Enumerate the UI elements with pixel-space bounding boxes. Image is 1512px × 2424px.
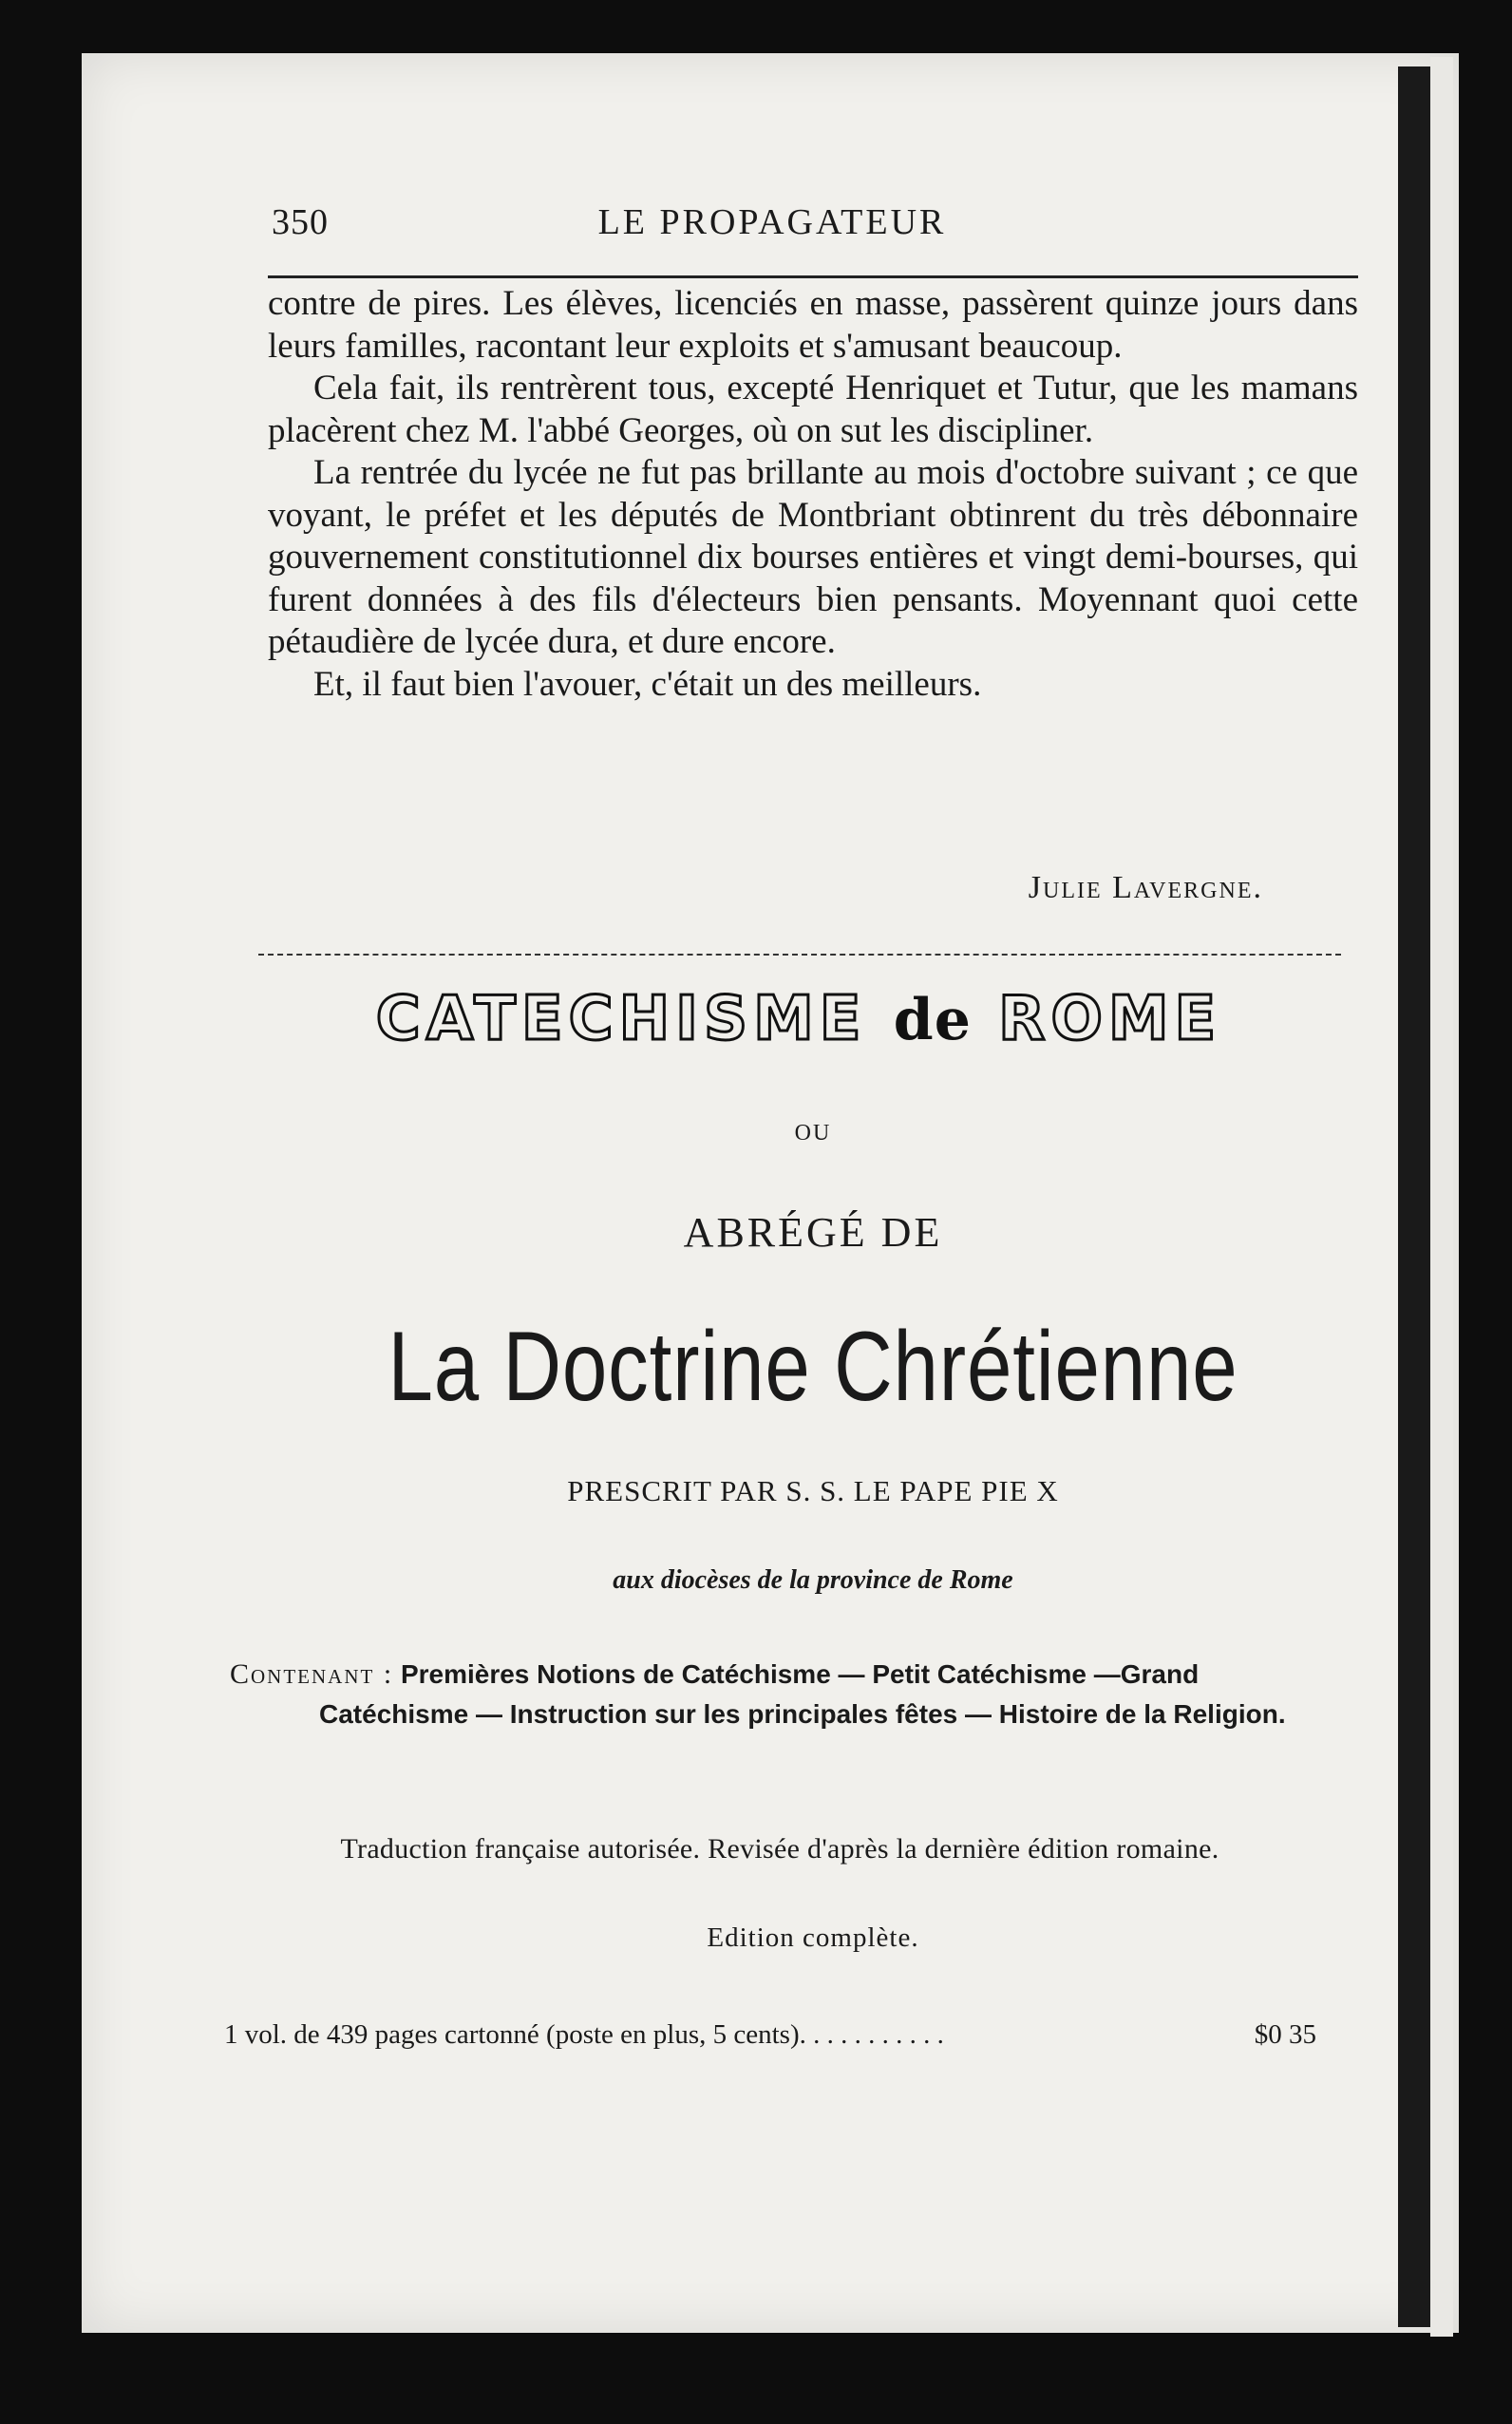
paragraph: Et, il faut bien l'avouer, c'était un des meilleurs. bbox=[313, 664, 982, 704]
section-divider bbox=[258, 954, 1341, 956]
header-rule bbox=[268, 275, 1358, 278]
title-rome: ROME bbox=[998, 984, 1222, 1054]
contents-list bbox=[230, 1655, 1324, 1734]
prescrit-line: PRESCRIT PAR S. S. LE PAPE PIE X bbox=[567, 1474, 1059, 1507]
abrege-heading: ABRÉGÉ DE bbox=[683, 1209, 943, 1256]
paragraph: Cela fait, ils rentrèrent tous, excepté Henriquet et Tutur, que les mamans placèrent chez M. l'abbé Georges, où on sut les discipliner. bbox=[268, 369, 1358, 450]
author-signature: Julie Lavergne. bbox=[1028, 870, 1263, 905]
contents-first-line bbox=[230, 1655, 1324, 1695]
page-number: 350 bbox=[272, 202, 329, 242]
edition-note: Edition complète. bbox=[707, 1922, 919, 1953]
paragraph: contre de pires. Les élèves, licenciés en masse, passèrent quinze jours dans leurs familles, racontant leur exploits et s'amusant beaucoup. bbox=[268, 284, 1358, 366]
book-spine-shadow bbox=[1398, 66, 1430, 2327]
advertisement-title bbox=[249, 984, 1349, 1054]
title-catechisme: CATECHISME bbox=[375, 984, 867, 1054]
doctrine-heading: La Doctrine Chrétienne bbox=[387, 1312, 1238, 1422]
running-title: LE PROPAGATEUR bbox=[597, 202, 947, 242]
paragraph: La rentrée du lycée ne fut pas brillante au mois d'octobre suivant ; ce que voyant, le préfet et les députés de Montbriant obtinrent du très débonnaire gouvernement constitutionnel dix bourses entières et vingt demi-bourses, qui furent données à des fils d'électeurs bien pensants. Moyennant quoi cette pétaudière de lycée dura, et dure encore. bbox=[268, 453, 1358, 661]
price-description: 1 vol. de 439 pages cartonné (poste en plus, 5 cents). . . . . . . . . . . bbox=[224, 2019, 944, 2050]
contents-items-start: Premières Notions de Catéchisme — Petit Catéchisme —Grand bbox=[400, 1659, 1200, 1689]
page-header bbox=[186, 201, 1358, 258]
next-page-edge bbox=[1430, 57, 1453, 2337]
contents-label: Contenant : bbox=[230, 1658, 394, 1690]
price-amount: $0 35 bbox=[1254, 2019, 1316, 2050]
contents-items-rest: Catéchisme — Instruction sur les principales fêtes — Histoire de la Religion. bbox=[319, 1699, 1286, 1729]
aux-dioceses-line: aux diocèses de la province de Rome bbox=[613, 1565, 1013, 1595]
ou-connector: OU bbox=[794, 1121, 832, 1146]
price-line bbox=[224, 2019, 1316, 2051]
title-de: de bbox=[893, 987, 972, 1053]
article-text bbox=[268, 283, 1358, 706]
translation-note: Traduction française autorisée. Revisée d'après la dernière édition romaine. bbox=[340, 1833, 1219, 1865]
